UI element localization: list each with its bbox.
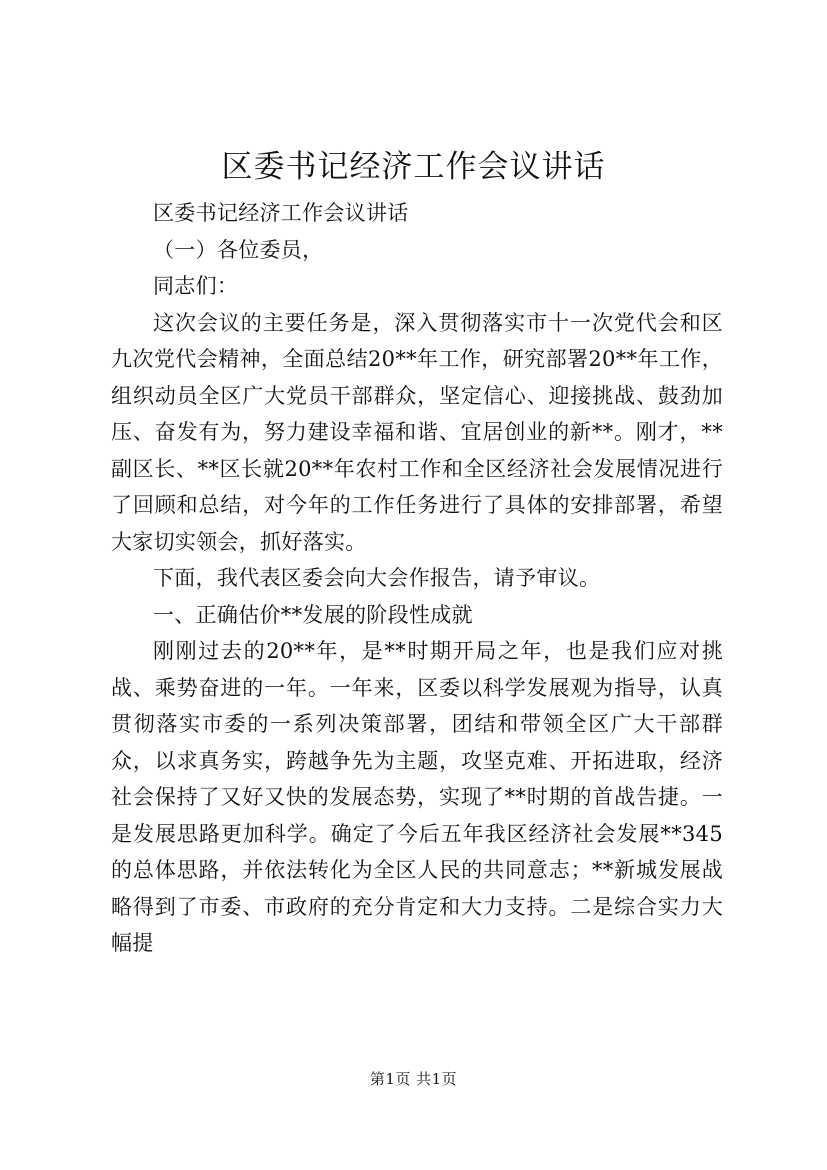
page-footer: 第1页 共1页 <box>369 1070 458 1088</box>
paragraph: （一）各位委员， <box>153 237 324 262</box>
document-title: 区委书记经济工作会议讲话 <box>221 149 606 185</box>
paragraph: 刚刚过去的20**年，是**时期开局之年，也是我们应对挑战、乘势奋进的一年。一年来，区委以科学发展观为指导，认真贯彻落实市委的一系列决策部署，团结和带领全区广大干部群众，以求真务实，跨越争先为主题，攻坚克难、开拓进取，经济社会保持了又好又快的发展态势，实现了**时期的首战告捷。一是发展思路更加科学。确定了今后五年我区经济社会发展**345的总体思路，并依法转化为全区人民的共同意志；**新城发展战略得到了市委、市政府的充分肯定和大力支持。二是综合实力大幅提 <box>111 639 723 955</box>
paragraph: 这次会议的主要任务是，深入贯彻落实市十一次党代会和区九次党代会精神，全面总结20**年工作，研究部署20**年工作，组织动员全区广大党员干部群众，坚定信心、迎接挑战、鼓劲加压、奋发有为，努力建设幸福和谐、宜居创业的新**。刚才，**副区长、**区长就20**年农村工作和全区经济社会发展情况进行了回顾和总结，对今年的工作任务进行了具体的安排部署，希望大家切实领会，抓好落实。 <box>111 310 723 554</box>
document-body <box>111 195 723 962</box>
section-heading: 一、正确估价**发展的阶段性成就 <box>153 602 473 627</box>
paragraph: 下面，我代表区委会向大会作报告，请予审议。 <box>153 566 601 590</box>
paragraph: 区委书记经济工作会议讲话 <box>153 201 409 225</box>
paragraph: 同志们： <box>153 274 239 298</box>
